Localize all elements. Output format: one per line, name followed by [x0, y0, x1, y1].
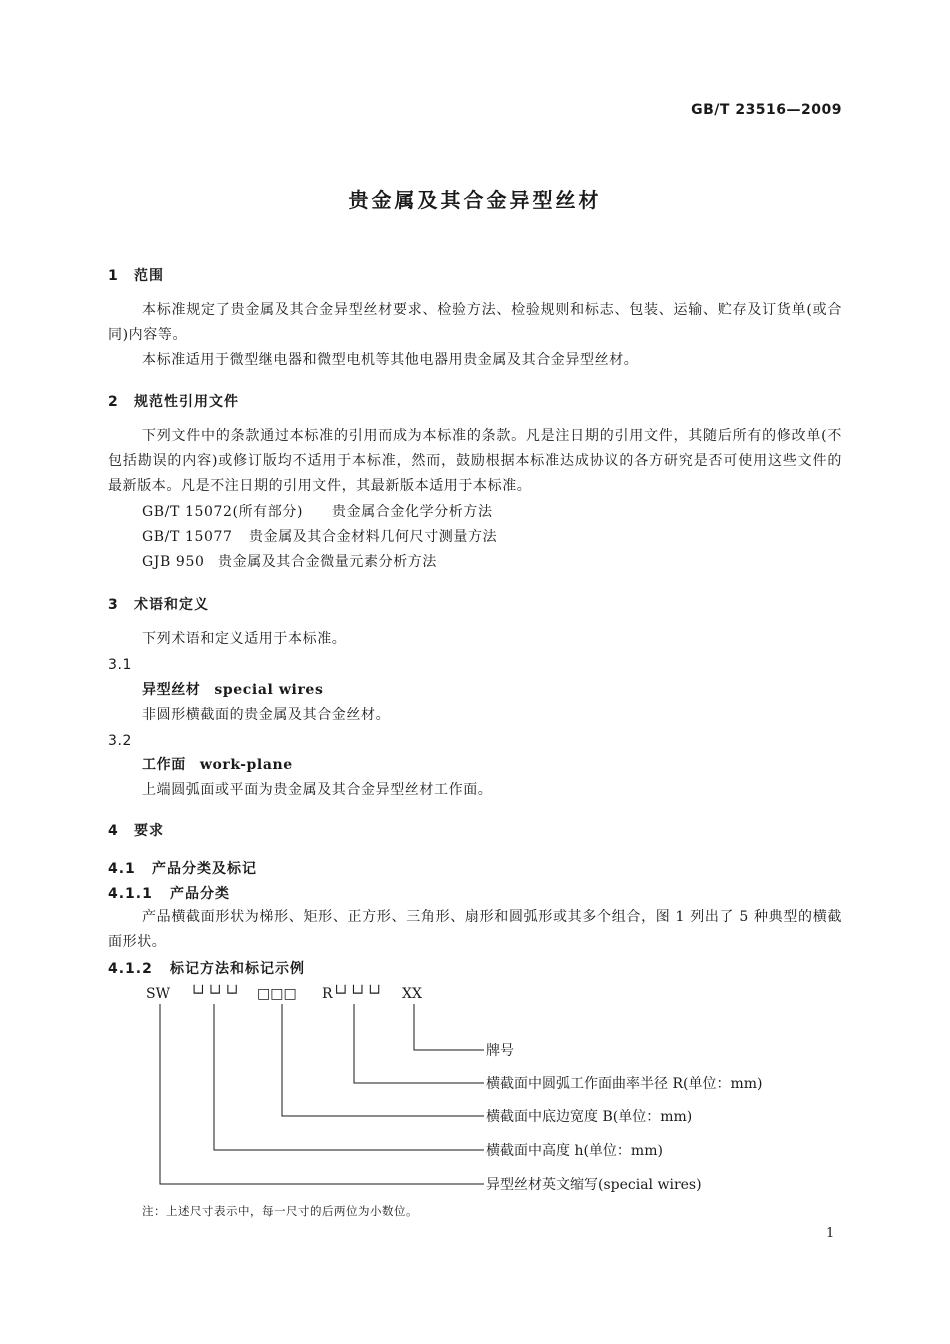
subsection-4-1-1-heading [108, 883, 230, 903]
section-1-heading [108, 265, 164, 285]
section-3-heading [108, 594, 209, 614]
leader-line-radius [354, 1004, 484, 1083]
section-1-paragraph-1: 本标准规定了贵金属及其合金异型丝材要求、检验方法、检验规则和标志、包装、运输、贮存及订货单(或合同)内容等。 [108, 302, 842, 343]
section-title: 产品分类 [170, 886, 230, 902]
document-title: 贵金属及其合金异型丝材 [348, 188, 602, 212]
reference-code: GB/T 15077 [142, 529, 233, 545]
term-chinese: 异型丝材 [142, 682, 201, 698]
term-number: 3.1 [108, 657, 133, 673]
reference-title: 贵金属及其合金材料几何尺寸测量方法 [249, 529, 498, 545]
leader-line-sw [160, 1004, 484, 1184]
term-english: special wires [214, 682, 324, 698]
reference-title: 贵金属及其合金微量元素分析方法 [218, 554, 437, 570]
marking-code-sw: SW [146, 986, 170, 1002]
subsection-4-1-2-heading [108, 958, 305, 978]
term-definition: 非圆形横截面的贵金属及其合金丝材。 [142, 707, 391, 723]
section-title: 规范性引用文件 [134, 394, 239, 410]
reference-item [142, 550, 437, 575]
marking-label-width: 横截面中底边宽度 B(单位：mm) [486, 1109, 693, 1125]
term-heading [142, 753, 293, 778]
section-1-paragraph-2: 本标准适用于微型继电器和微型电机等其他电器用贵金属及其合金异型丝材。 [142, 352, 639, 368]
subsection-4-1-1-paragraph: 产品横截面形状为梯形、矩形、正方形、三角形、扇形和圆弧形或其多个组合，图 1 列出了 5 种典型的横截面形状。 [108, 909, 842, 950]
marking-code-height: └┘└┘└┘ [190, 986, 241, 1002]
leader-line-grade [414, 1004, 484, 1050]
marking-label-height: 横截面中高度 h(单位：mm) [486, 1143, 663, 1159]
marking-label-radius: 横截面中圆弧工作面曲率半径 R(单位：mm) [486, 1076, 763, 1092]
section-number: 2 [108, 394, 119, 410]
marking-code-grade: XX [402, 986, 422, 1002]
term-heading [142, 678, 323, 703]
reference-code: GB/T 15072(所有部分) [142, 504, 304, 520]
standard-code: GB/T 23516—2009 [691, 102, 842, 118]
section-number: 1 [108, 268, 119, 284]
leader-line-height [214, 1004, 484, 1150]
term-english: work-plane [199, 757, 293, 773]
section-number: 4.1 [108, 861, 136, 877]
section-2-paragraph-1: 下列文件中的条款通过本标准的引用而成为本标准的条款。凡是注日期的引用文件，其随后所有的修改单(不包括勘误的内容)或修订版均不适用于本标准，然而，鼓励根据本标准达成协议的各方研究是否可使用这些文件的最新版本。凡是不注日期的引用文件，其最新版本适用于本标准。 [108, 428, 842, 494]
leader-line-width [282, 1004, 484, 1116]
section-title: 范围 [134, 268, 164, 284]
section-title: 术语和定义 [134, 597, 209, 613]
subsection-4-1-heading [108, 858, 257, 878]
reference-item [142, 525, 497, 550]
term-number: 3.2 [108, 733, 133, 749]
section-number: 4.1.2 [108, 961, 153, 977]
reference-code: GJB 950 [142, 554, 205, 570]
section-4-heading [108, 820, 164, 840]
section-title: 产品分类及标记 [152, 861, 257, 877]
marking-code-radius: R└┘└┘└┘ [322, 986, 384, 1002]
term-definition: 上端圆弧面或平面为贵金属及其合金异型丝材工作面。 [142, 782, 493, 798]
section-number: 4.1.1 [108, 886, 153, 902]
term-chinese: 工作面 [142, 757, 186, 773]
section-number: 3 [108, 597, 119, 613]
marking-label-sw: 异型丝材英文缩写(special wires) [486, 1177, 702, 1193]
reference-item [142, 500, 493, 525]
section-number: 4 [108, 823, 119, 839]
marking-code-width: □□□ [257, 986, 297, 1002]
section-3-paragraph-1: 下列术语和定义适用于本标准。 [142, 631, 347, 647]
section-title: 要求 [134, 823, 164, 839]
section-2-heading [108, 391, 239, 411]
section-title: 标记方法和标记示例 [170, 961, 305, 977]
page-number: 1 [826, 1226, 835, 1241]
marking-note: 注：上述尺寸表示中，每一尺寸的后两位为小数位。 [142, 1204, 418, 1218]
reference-title: 贵金属合金化学分析方法 [332, 504, 493, 520]
marking-label-grade: 牌号 [486, 1043, 514, 1059]
